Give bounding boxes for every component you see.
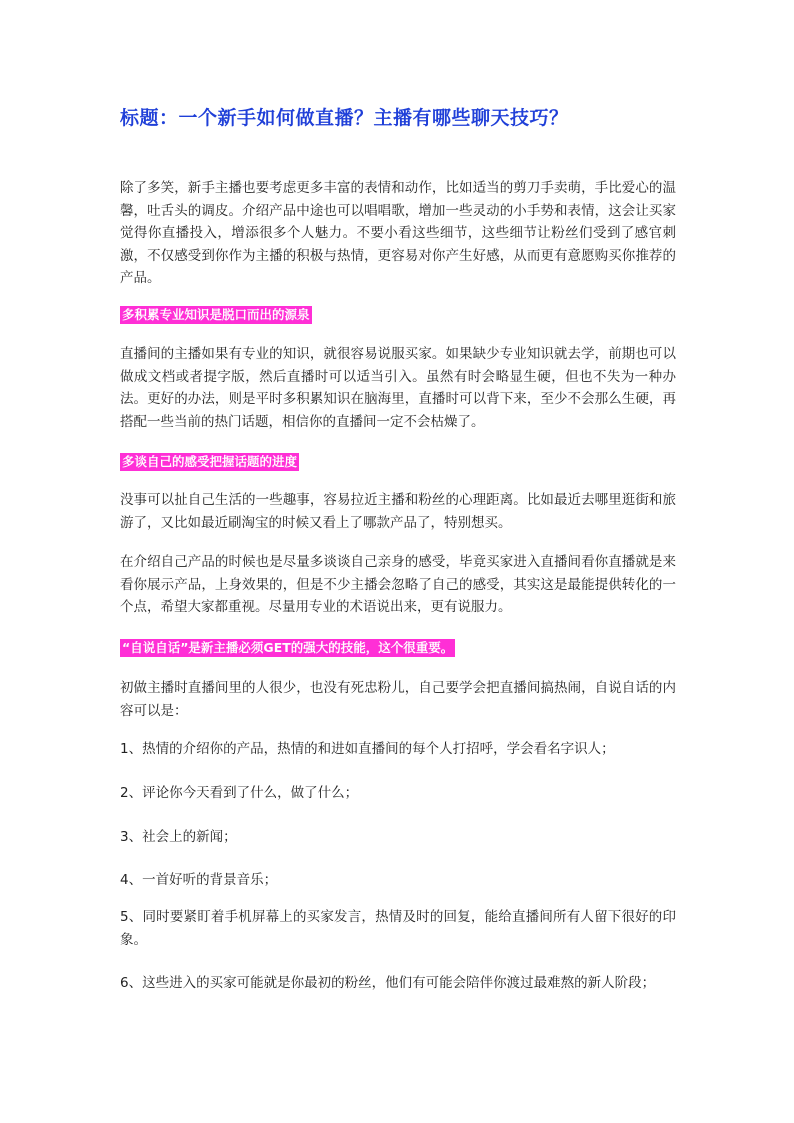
list-item: 1、热情的介绍你的产品，热情的和进如直播间的每个人打招呼，学会看名字识人；	[120, 741, 615, 757]
list-item: 6、这些进入的买家可能就是你最初的粉丝，他们有可能会陪伴你渡过最难熬的新人阶段；	[120, 975, 656, 991]
list-item: 4、一首好听的背景音乐；	[120, 872, 278, 888]
section-feelings-paragraph-2: 在介绍自己产品的时候也是尽量多谈谈自己亲身的感受，毕竟买家进入直播间看你直播就是来看你展示产品，上身效果的，但是不少主播会忽略了自己的感受，其实这是最能提供转化的一个点，希望大家都重视。尽量用专业的术语说出来，更有说服力。	[120, 554, 676, 615]
list-item: 3、社会上的新闻；	[120, 829, 237, 845]
section-heading-feelings: 多谈自己的感受把握话题的进度	[122, 454, 298, 469]
intro-paragraph: 除了多笑，新手主播也要考虑更多丰富的表情和动作，比如适当的剪刀手卖萌，手比爱心的温馨，吐舌头的调皮。介绍产品中途也可以唱唱歌，增加一些灵动的小手势和表情，这会让买家觉得你直播投入，增添很多个人魅力。不要小看这些细节，这些细节让粉丝们受到了感官刺激，不仅感受到你作为主播的积极与热情，更容易对你产生好感，从而更有意愿购买你推荐的产品。	[120, 180, 676, 286]
section-self-talk-paragraph: 初做主播时直播间里的人很少，也没有死忠粉儿，自己要学会把直播间搞热闹，自说自话的内容可以是：	[120, 680, 676, 719]
section-heading-knowledge: 多积累专业知识是脱口而出的源泉	[122, 307, 310, 322]
section-knowledge-paragraph: 直播间的主播如果有专业的知识，就很容易说服买家。如果缺少专业知识就去学，前期也可以做成文档或者提字版，然后直播时可以适当引入。虽然有时会略显生硬，但也不失为一种办法。更好的办法，则是平时多积累知识在脑海里，直播时可以背下来，至少不会那么生硬，再搭配一些当前的热门话题，相信你的直播间一定不会枯燥了。	[120, 346, 676, 430]
page-title: 标题：一个新手如何做直播？主播有哪些聊天技巧？	[120, 107, 569, 129]
list-item: 2、评论你今天看到了什么，做了什么；	[120, 785, 359, 801]
section-feelings-paragraph-1: 没事可以扯自己生活的一些趣事，容易拉近主播和粉丝的心理距离。比如最近去哪里逛街和旅游了，又比如最近刷淘宝的时候又看上了哪款产品了，特别想买。	[120, 492, 676, 531]
list-item: 5、同时要紧盯着手机屏幕上的买家发言，热情及时的回复，能给直播间所有人留下很好的印象。	[120, 909, 676, 948]
section-heading-self-talk: “自说自话”是新主播必须GET的强大的技能，这个很重要。	[122, 640, 454, 655]
